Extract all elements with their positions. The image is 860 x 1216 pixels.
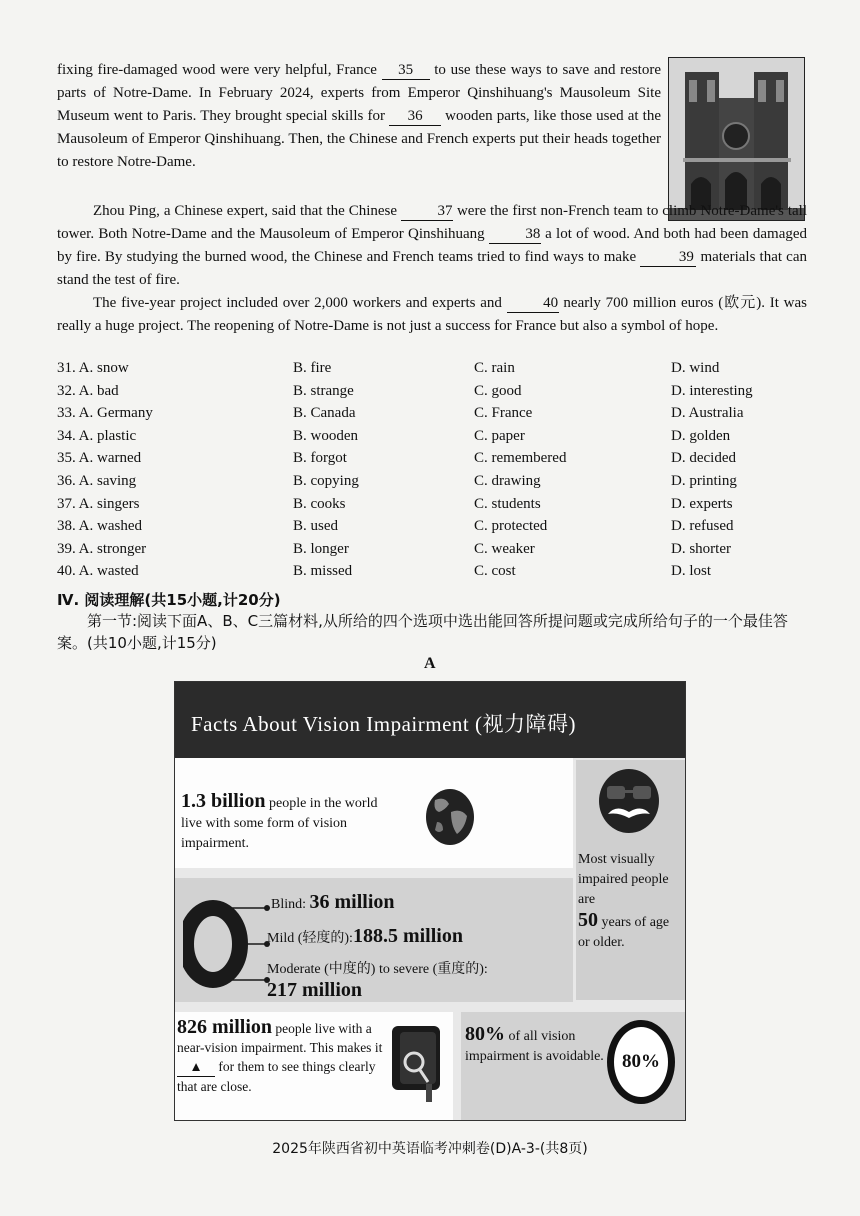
option-d: D. golden [671,427,731,444]
section-instruction: 第一节:阅读下面A、B、C三篇材料,从所给的四个选项中选出能回答所提问题或完成所给句子的一个最佳答案。(共10小题,计15分) [57,612,788,652]
option-a: 36. A. saving [57,472,137,489]
option-a: 40. A. wasted [57,563,139,580]
passage-text: were the first non-French team to climb Notre-Dame's tall tower. Both Notre-Dame and the Mausoleum of Emperor Qinshihuang [57,203,807,242]
option-a: 37. A. singers [57,495,140,512]
option-row-38 [57,518,817,541]
near-vision-box [175,1012,453,1120]
options-list [57,360,817,586]
option-b: B. fire [293,360,332,376]
mild-line [267,926,463,949]
option-row-34 [57,428,817,451]
option-b: B. cooks [293,495,346,512]
infographic-title: Facts About Vision Impairment (视力障碍) [191,712,576,736]
moderate-line [267,960,488,1003]
option-c: C. France [474,405,533,422]
fact-billion-text [181,791,401,854]
globe-icon [425,788,475,851]
option-d: D. refused [671,518,734,535]
section-heading: Ⅳ. 阅读理解(共15小题,计20分) [57,591,281,609]
option-a: 32. A. bad [57,382,119,399]
blank-40: 40 [507,294,559,313]
option-d: D. lost [671,563,712,580]
option-b: B. longer [293,540,349,557]
mild-value: 188.5 million [352,925,463,947]
passage-paragraph-1 [57,59,661,174]
option-c: C. cost [474,563,516,580]
option-a: 33. A. Germany [57,405,153,422]
option-a: 39. A. stronger [57,540,147,557]
blind-label: Blind: [271,897,310,912]
fact-billion-box [175,758,573,868]
blind-value: 36 million [309,891,395,913]
option-b: B. strange [293,382,354,399]
age-side-panel [576,760,685,1000]
age-number: 50 [578,909,598,931]
option-b: B. used [293,518,338,535]
question-blank: ▲ [177,1057,215,1077]
page-footer: 2025年陕西省初中英语临考冲刺卷(D)A-3-(共8页) [272,1141,588,1157]
percent-circle-label: 80% [622,1051,660,1072]
blank-35: 35 [382,61,430,80]
option-row-33 [57,405,817,428]
blank-36: 36 [389,107,441,126]
option-a: 31. A. snow [57,360,129,376]
avoidable-desc: of all vision impairment is avoidable. [465,1029,604,1064]
passage-text: Zhou Ping, a Chinese expert, said that the Chinese [93,203,402,219]
infographic-title-bar [175,682,685,758]
option-row-39 [57,541,817,564]
passage-text: The five-year project included over 2,000 workers and experts and [93,295,507,311]
severity-box [175,878,573,1002]
ring-chart-icon [183,898,273,995]
option-row-40 [57,563,817,586]
vision-infographic [174,681,686,1121]
option-row-31 [57,360,817,383]
avoidable-box [461,1012,685,1120]
option-c: C. weaker [474,540,535,557]
age-side-line2: years of age or older. [578,915,670,950]
option-c: C. good [474,382,522,399]
age-side-line1: Most visually impaired people are [578,852,669,907]
mild-label: Mild (轻度的): [267,931,353,946]
passage-paragraph-2-3 [57,200,807,338]
blank-37: 37 [401,202,453,221]
option-row-36 [57,473,817,496]
option-row-32 [57,383,817,406]
fact-billion-number: 1.3 billion [181,790,266,812]
moderate-value: 217 million [267,979,363,1001]
age-side-text [578,850,684,953]
percent-circle [607,1020,675,1104]
option-a: 35. A. warned [57,450,142,467]
option-row-37 [57,496,817,519]
option-b: B. missed [293,563,353,580]
option-b: B. forgot [293,450,347,467]
book-icon [390,1024,446,1109]
option-b: B. copying [293,472,359,489]
option-d: D. shorter [671,540,731,557]
moderate-label: Moderate (中度的) to severe (重度的): [267,962,488,977]
passage-text: wooden parts, like those used at the Mausoleum of Emperor Qinshihuang. Then, the Chinese and French experts put their heads together to restore Notre-Dame. [57,108,661,170]
avoidable-text [465,1024,615,1067]
passage-text: to use these ways to save and restore parts of Notre-Dame. In February 2024, experts from Emperor Qinshihuang's Mausoleum Site Museum went to Paris. They brought special skills for [57,62,661,124]
option-d: D. interesting [671,382,753,399]
fact-billion-desc: people in the world live with some form of vision impairment. [181,796,378,851]
option-row-35 [57,450,817,473]
option-a: 34. A. plastic [57,427,137,444]
option-c: C. drawing [474,472,541,489]
option-c: C. rain [474,360,515,376]
mustache-glasses-icon [598,768,660,839]
blind-line [271,892,395,915]
option-c: C. paper [474,427,525,444]
near-vision-text [177,1018,391,1096]
passage-text: materials that can stand the test of fire. [57,249,807,288]
near-vision-desc-end: for them to see things clearly that are close. [177,1059,376,1094]
option-c: C. students [474,495,541,512]
option-d: D. decided [671,450,736,467]
passage-text: fixing fire-damaged wood were very helpful, France [57,62,382,78]
option-c: C. remembered [474,450,567,467]
option-b: B. wooden [293,427,358,444]
passage-text: nearly 700 million euros (欧元). It was really a huge project. The reopening of Notre-Dame is not just a success for France but also a symbol of hope. [57,295,807,334]
option-d: D. wind [671,360,720,376]
passage-text: a lot of wood. And both had been damaged by fire. By studying the burned wood, the Chinese and French teams tried to find ways to make [57,226,808,265]
avoidable-number: 80% [465,1023,505,1045]
option-b: B. Canada [293,405,356,422]
notre-dame-photo [668,57,805,221]
near-vision-desc: people live with a near-vision impairment. This makes it [177,1021,383,1055]
option-d: D. experts [671,495,733,512]
option-d: D. printing [671,472,737,489]
blank-39: 39 [640,248,696,267]
option-a: 38. A. washed [57,518,142,535]
near-vision-number: 826 million [177,1016,273,1038]
option-d: D. Australia [671,405,744,422]
option-c: C. protected [474,518,548,535]
passage-letter: A [424,655,436,672]
blank-38: 38 [489,225,541,244]
